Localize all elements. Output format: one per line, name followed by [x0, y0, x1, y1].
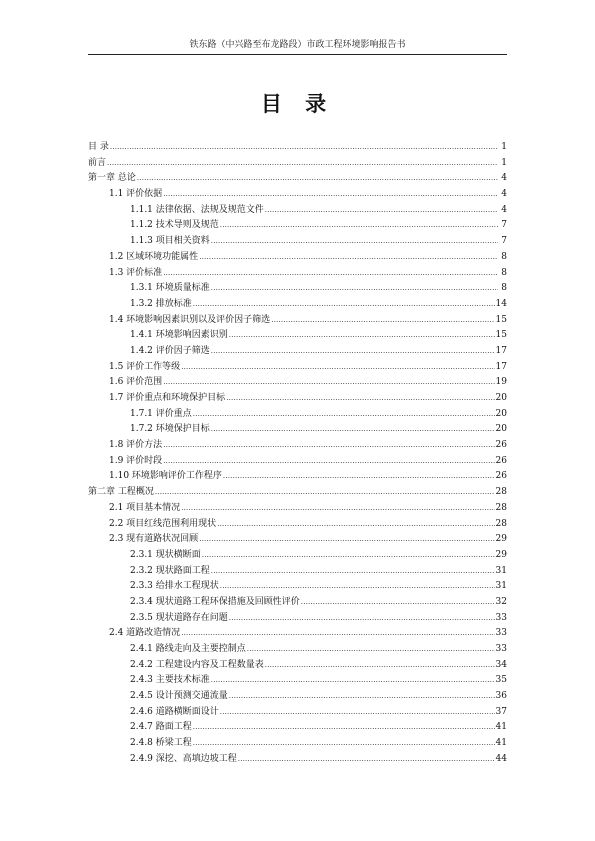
toc-entry-page-number: 37 [495, 706, 507, 717]
toc-entry[interactable] [88, 548, 507, 564]
dot-leader [155, 485, 495, 501]
dot-leader [265, 658, 495, 674]
toc-entry-page-number: 29 [495, 549, 507, 560]
toc-entry-page-number: 32 [495, 596, 507, 607]
toc-entry[interactable] [88, 517, 507, 533]
dot-leader [181, 501, 494, 517]
toc-entry-label: 2.4.6 道路横断面设计 [130, 706, 219, 717]
toc-entry-page-number: 29 [495, 534, 507, 545]
toc-entry-page-number: 8 [501, 283, 507, 294]
toc-entry-label: 2.4.3 主要技术标准 [130, 675, 210, 686]
toc-entry-label: 2.4.7 路面工程 [130, 722, 192, 733]
toc-entry[interactable] [88, 579, 507, 595]
toc-entry-label: 2.4.1 路线走向及主要控制点 [130, 644, 246, 654]
toc-entry[interactable] [88, 281, 507, 297]
toc-entry-label: 前言 [88, 157, 107, 168]
toc-entry[interactable] [88, 203, 507, 219]
toc-entry-label: 2.3.1 现状横断面 [130, 549, 201, 560]
toc-entry-label: 第一章 总论 [88, 173, 136, 184]
toc-entry-page-number: 4 [501, 173, 507, 184]
dot-leader [265, 203, 498, 219]
toc-entry-label: 2.3.2 现状路面工程 [130, 565, 210, 576]
toc-entry[interactable] [88, 673, 507, 689]
toc-entry[interactable] [88, 438, 507, 454]
toc-entry-page-number: 1 [501, 157, 507, 168]
toc-entry-page-number: 26 [495, 471, 507, 482]
toc-entry-label: 1.7.1 评价重点 [130, 408, 192, 419]
toc-entry-page-number: 15 [495, 314, 507, 325]
toc-entry[interactable] [88, 705, 507, 721]
toc-entry-page-number: 15 [495, 330, 507, 341]
toc-entry-page-number: 26 [495, 455, 507, 466]
dot-leader [199, 250, 498, 266]
dot-leader [193, 736, 495, 752]
toc-entry[interactable] [88, 344, 507, 360]
toc-entry-label: 1.3.2 排放标准 [130, 298, 192, 309]
toc-entry-label: 2.3.3 给排水工程现状 [130, 581, 219, 592]
page-title: 目 录 [260, 91, 335, 116]
toc-entry-label: 2.4.9 深挖、高填边坡工程 [130, 753, 237, 764]
toc-entry-label: 2.4 道路改造情况 [109, 628, 181, 639]
toc-entry-page-number: 26 [495, 440, 507, 451]
toc-entry-label: 2.3.5 现状道路存在问题 [130, 612, 228, 623]
dot-leader [110, 140, 498, 156]
toc-entry[interactable] [88, 234, 507, 250]
toc-entry[interactable] [88, 720, 507, 736]
toc-entry-page-number: 36 [495, 691, 507, 702]
toc-entry-page-number: 41 [495, 738, 507, 749]
toc-entry-label: 1.5 评价工作等级 [109, 361, 181, 372]
dot-leader [211, 234, 498, 250]
toc-entry-page-number: 19 [495, 377, 507, 388]
dot-leader [181, 360, 494, 376]
toc-entry-label: 2.1 项目基本情况 [109, 502, 181, 513]
toc-entry-page-number: 20 [495, 408, 507, 419]
toc-entry-page-number: 17 [495, 345, 507, 356]
toc-entry[interactable] [88, 360, 507, 376]
dot-leader [220, 218, 498, 234]
dot-leader [193, 720, 495, 736]
dot-leader [229, 611, 495, 627]
table-of-contents [88, 140, 507, 768]
dot-leader [193, 407, 495, 423]
dot-leader [193, 297, 495, 313]
toc-entry-label: 1.9 评价时段 [109, 455, 163, 466]
dot-leader [220, 705, 495, 721]
toc-entry[interactable] [88, 642, 507, 658]
toc-entry[interactable] [88, 140, 507, 156]
toc-entry-label: 1.3 评价标准 [109, 267, 163, 278]
dot-leader [163, 266, 498, 282]
toc-entry[interactable] [88, 595, 507, 611]
toc-entry-label: 1.7 评价重点和环境保护目标 [109, 393, 226, 403]
toc-entry-page-number: 35 [495, 675, 507, 686]
toc-entry[interactable] [88, 532, 507, 548]
toc-entry[interactable] [88, 501, 507, 517]
dot-leader [137, 171, 498, 187]
toc-entry[interactable] [88, 375, 507, 391]
dot-leader [163, 454, 494, 470]
toc-entry-label: 1.10 环境影响评价工作程序 [109, 471, 222, 482]
toc-entry-label: 1.4.1 环境影响因素识别 [130, 330, 228, 341]
toc-entry-page-number: 34 [495, 659, 507, 670]
toc-entry[interactable] [88, 187, 507, 203]
toc-entry-page-number: 33 [495, 612, 507, 623]
dot-leader [107, 156, 498, 172]
toc-entry[interactable] [88, 250, 507, 266]
toc-entry-label: 1.3.1 环境质量标准 [130, 283, 210, 294]
dot-leader [238, 752, 495, 768]
running-header: 铁东路（中兴路至布龙路段）市政工程环境影响报告书 [189, 40, 406, 50]
toc-entry[interactable] [88, 689, 507, 705]
toc-entry[interactable] [88, 328, 507, 344]
toc-entry[interactable] [88, 407, 507, 423]
toc-entry[interactable] [88, 266, 507, 282]
toc-entry-label: 1.7.2 环境保护目标 [130, 424, 210, 435]
toc-entry-label: 第二章 工程概况 [88, 487, 154, 498]
dot-leader [202, 548, 495, 564]
toc-entry-page-number: 4 [501, 189, 507, 200]
toc-entry[interactable] [88, 171, 507, 187]
toc-entry-page-number: 20 [495, 424, 507, 435]
toc-entry-label: 2.3 现有道路状况回顾 [109, 534, 199, 545]
toc-entry[interactable] [88, 218, 507, 234]
toc-entry-page-number: 28 [495, 487, 507, 498]
toc-entry-page-number: 28 [495, 502, 507, 513]
toc-entry[interactable] [88, 658, 507, 674]
toc-entry[interactable] [88, 564, 507, 580]
dot-leader [211, 564, 495, 580]
dot-leader [199, 532, 494, 548]
toc-entry-page-number: 28 [495, 518, 507, 529]
toc-entry-page-number: 33 [495, 628, 507, 639]
toc-entry-page-number: 44 [495, 753, 507, 764]
dot-leader [271, 313, 494, 329]
toc-entry-page-number: 20 [495, 393, 507, 403]
toc-entry-page-number: 8 [501, 267, 507, 278]
dot-leader [211, 673, 495, 689]
toc-entry-page-number: 33 [495, 644, 507, 654]
toc-entry-page-number: 31 [495, 565, 507, 576]
dot-leader [163, 187, 498, 203]
toc-entry-label: 2.2 项目红线范围利用现状 [109, 518, 217, 529]
dot-leader [223, 469, 495, 485]
toc-entry[interactable] [88, 736, 507, 752]
dot-leader [163, 375, 494, 391]
toc-entry-label: 1.4 环境影响因素识别以及评价因子筛选 [109, 314, 271, 325]
toc-entry[interactable] [88, 391, 507, 407]
toc-entry-page-number: 7 [501, 220, 507, 231]
toc-entry-label: 1.4.2 评价因子筛选 [130, 345, 210, 356]
toc-entry[interactable] [88, 313, 507, 329]
toc-entry-label: 1.1 评价依据 [109, 189, 163, 200]
toc-entry-page-number: 7 [501, 236, 507, 247]
toc-entry-page-number: 1 [501, 142, 507, 152]
toc-entry-label: 1.1.1 法律依据、法规及规范文件 [130, 204, 264, 215]
toc-entry-label: 1.1.3 项目相关资料 [130, 236, 210, 247]
toc-entry[interactable] [88, 752, 507, 768]
dot-leader [247, 642, 495, 658]
toc-entry[interactable] [88, 485, 507, 501]
toc-entry-label: 1.6 评价范围 [109, 377, 163, 388]
toc-entry-page-number: 41 [495, 722, 507, 733]
toc-entry[interactable] [88, 156, 507, 172]
dot-leader [217, 517, 494, 533]
dot-leader [229, 328, 495, 344]
dot-leader [220, 579, 495, 595]
toc-entry-page-number: 4 [501, 204, 507, 215]
toc-entry[interactable] [88, 422, 507, 438]
toc-entry[interactable] [88, 297, 507, 313]
toc-entry[interactable] [88, 611, 507, 627]
dot-leader [181, 626, 494, 642]
toc-entry-page-number: 14 [495, 298, 507, 309]
toc-entry[interactable] [88, 454, 507, 470]
dot-leader [301, 595, 495, 611]
toc-entry-page-number: 8 [501, 251, 507, 262]
toc-entry-label: 1.1.2 技术导则及规范 [130, 220, 219, 231]
header-rule [88, 54, 507, 55]
toc-entry[interactable] [88, 626, 507, 642]
toc-entry-label: 1.8 评价方法 [109, 440, 163, 451]
toc-entry-label: 目 录 [88, 142, 109, 152]
dot-leader [211, 422, 495, 438]
dot-leader [229, 689, 495, 705]
toc-entry-label: 2.4.2 工程建设内容及工程数量表 [130, 659, 264, 670]
dot-leader [163, 438, 494, 454]
dot-leader [211, 281, 498, 297]
toc-entry[interactable] [88, 469, 507, 485]
toc-entry-page-number: 17 [495, 361, 507, 372]
dot-leader [226, 391, 494, 407]
toc-entry-label: 2.3.4 现状道路工程环保措施及回顾性评价 [130, 596, 300, 607]
toc-entry-label: 2.4.5 设计预测交通流量 [130, 691, 228, 702]
toc-entry-page-number: 31 [495, 581, 507, 592]
dot-leader [211, 344, 495, 360]
toc-entry-label: 2.4.8 桥梁工程 [130, 738, 192, 749]
toc-entry-label: 1.2 区域环境功能属性 [109, 251, 199, 262]
